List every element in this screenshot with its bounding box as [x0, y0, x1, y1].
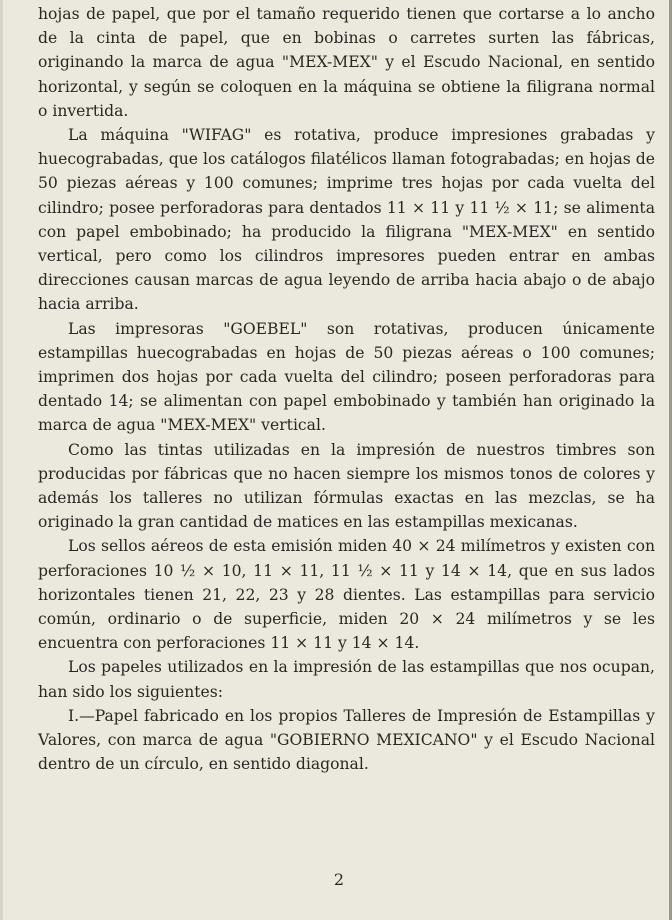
paragraph-goebel: Las impresoras "GOEBEL" son rotativas, producen únicamente estampillas huecograbadas en hojas de 50 piezas aéreas o 100 comunes; imprimen dos hojas por cada vuelta del cilindro; poseen perforadoras para dentado 14; se alimentan con papel embobinado y también han originado la marca de agua "MEX-MEX" vertical.: [38, 319, 655, 435]
paragraph-continuation: hojas de papel, que por el tamaño requerido tienen que cortarse a lo ancho de la cinta de papel, que en bobinas o carretes surten las fábricas, originando la marca de agua "MEX-MEX" y el Escudo Nacional, en sentido horizontal, y según se coloquen en la máquina se obtiene la filigrana normal o invertida.: [38, 5, 655, 120]
paragraph-papel-i: I.—Papel fabricado en los propios Talleres de Impresión de Estampillas y Valores, con marca de agua "GOBIERNO MEXICANO" y el Escudo Nacional dentro de un círculo, en sentido diagonal.: [38, 706, 655, 774]
paragraph-papeles: Los papeles utilizados en la impresión de las estampillas que nos ocupan, han sido los siguientes:: [38, 658, 655, 701]
page-number: 2: [333, 870, 345, 889]
paragraph-tintas: Como las tintas utilizadas en la impresión de nuestros timbres son producidas por fábricas que no hacen siempre los mismos tonos de colores y además los talleres no utilizan fórmulas exactas en las mezclas, se ha originado la gran cantidad de matices en las estampillas mexicanas.: [38, 440, 655, 532]
body-text: [38, 2, 655, 777]
paragraph-sellos: Los sellos aéreos de esta emisión miden 40 × 24 milímetros y existen con perforaciones 10 ½ × 10, 11 × 11, 11 ½ × 11 y 14 × 14, que en sus lados horizontales tienen 21, 22, 23 y 28 dientes. Las estampillas para servicio común, ordinario o de superficie, miden 20 × 24 milímetros y se les encuentra con perforaciones 11 × 11 y 14 × 14.: [38, 537, 655, 653]
paragraph-wifag: La máquina "WIFAG" es rotativa, produce impresiones grabadas y huecograbadas, que los catálogos filatélicos llaman fotograbadas; en hojas de 50 piezas aéreas y 100 comunes; imprime tres hojas por cada vuelta del cilindro; posee perforadoras para dentados 11 × 11 y 11 ½ × 11; se alimenta con papel embobinado; ha producido la filigrana "MEX-MEX" en sentido vertical, pero como los cilindros impresores pueden entrar en ambas direcciones causan marcas de agua leyendo de arriba hacia abajo o de abajo hacia arriba.: [38, 126, 655, 314]
